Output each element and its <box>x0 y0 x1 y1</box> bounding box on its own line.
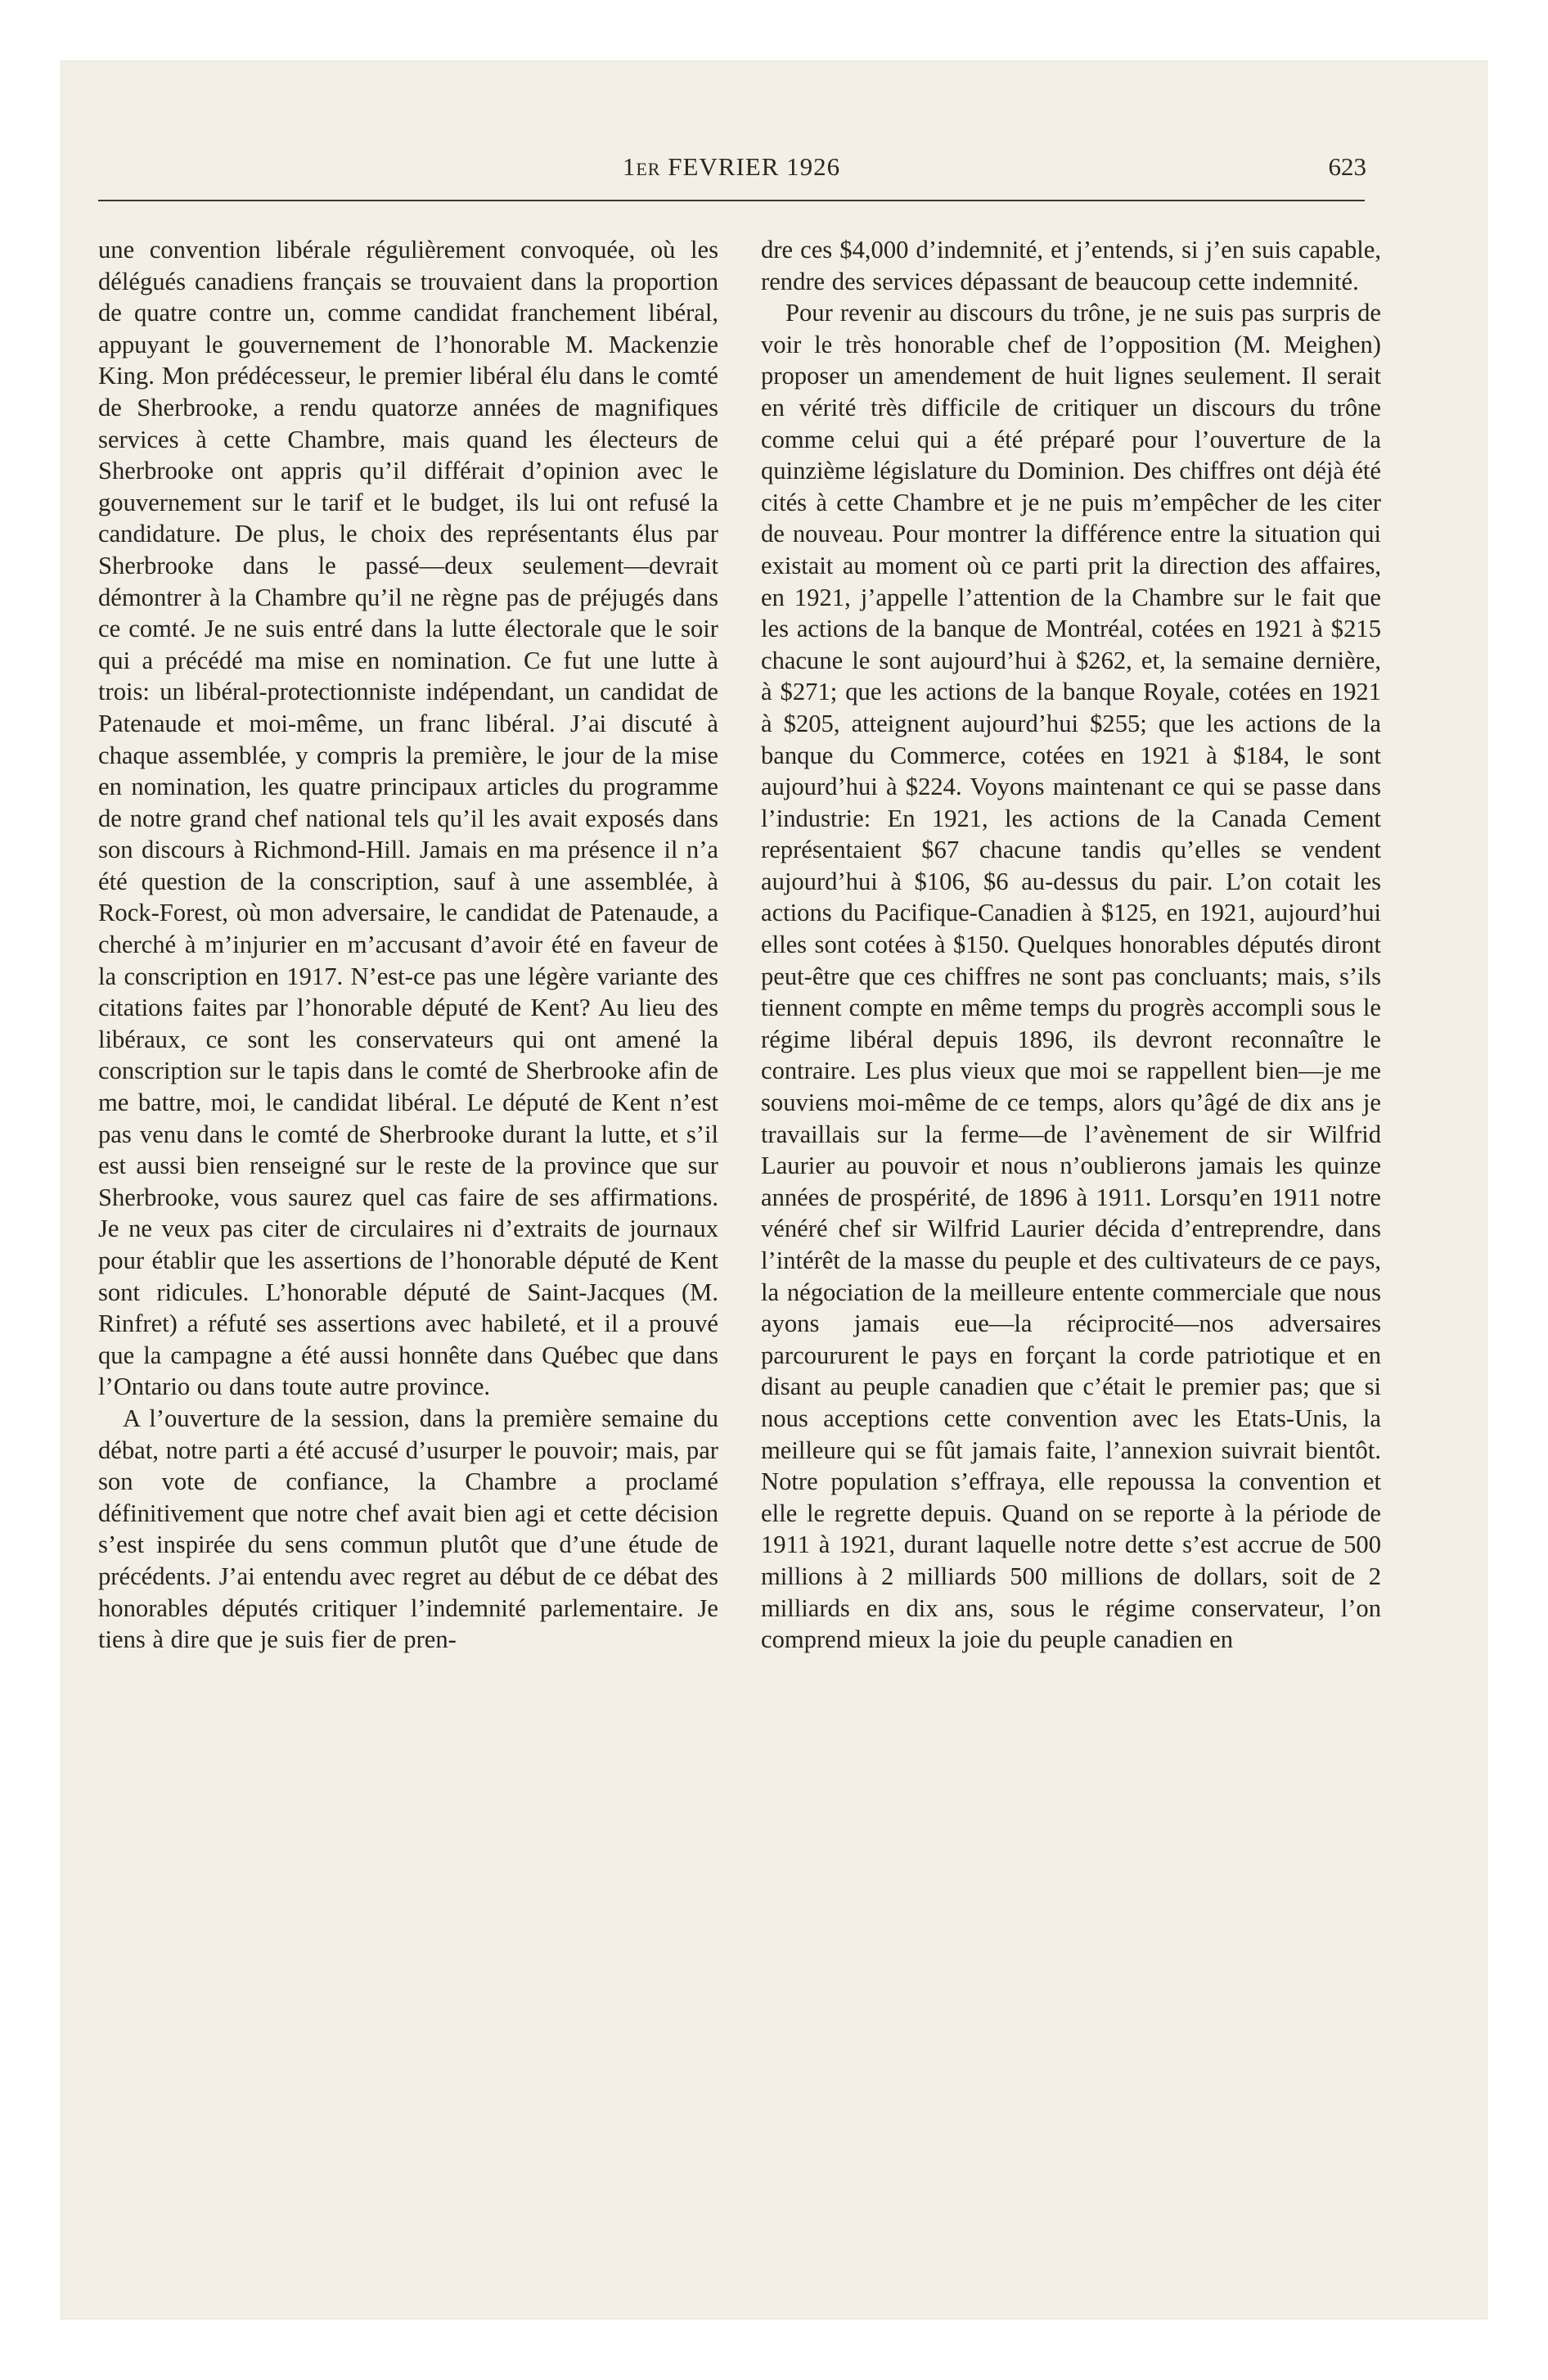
header-day-suffix: er <box>636 152 661 181</box>
header-date: FEVRIER 1926 <box>660 152 841 181</box>
running-header <box>97 152 1366 193</box>
right-column <box>761 234 1381 1656</box>
right-paragraph-1: dre ces $4,000 d’indemnité, et j’entends, si j’en suis capable, rendre des services dépassant de beaucoup cette indemnité. <box>761 236 1381 295</box>
header-title <box>97 152 1366 182</box>
left-paragraph-2: A l’ouverture de la session, dans la première semaine du débat, notre parti a été accusé d’usurper le pouvoir; mais, par son vote de confiance, la Chambre a proclamé définitivement que notre chef avait bien agi et cette décision s’est inspirée du sens commun plutôt que d’une étude de précédents. J’ai entendu avec regret au début de ce débat des honorables députés critiquer l’indemnité parlementaire. Je tiens à dire que je suis fier de pren- <box>98 1404 718 1654</box>
header-rule <box>98 200 1365 201</box>
page-number: 623 <box>1328 152 1366 181</box>
right-paragraph-2: Pour revenir au discours du trône, je ne suis pas surpris de voir le très honorable chef de l’opposition (M. Meighen) proposer un amendement de huit lignes seulement. Il serait en vérité très difficile de critiquer un discours du trône comme celui qui a été préparé pour l’ouverture de la quinzième législature du Dominion. Des chiffres ont déjà été cités à cette Chambre et je ne puis m’empêcher de les citer de nouveau. Pour montrer la différence entre la situation qui existait au moment où ce parti prit la direction des affaires, en 1921, j’appelle l’attention de la Chambre sur le fait que les actions de la banque de Montréal, cotées en 1921 à $215 chacune le sont aujourd’hui à $262, et, la semaine dernière, à $271; que les actions de la banque Royale, cotées en 1921 à $205, atteignent aujourd’hui $255; que les actions de la banque du Commerce, cotées en 1921 à $184, le sont aujourd’hui à $224. Voyons maintenant ce qui se passe dans l’industrie: En 1921, les actions de la Canada Cement représentaient $67 chacune tandis qu’elles se vendent aujourd’hui à $106, $6 au-dessus du pair. L’on cotait les actions du Pacifique-Canadien à $125, en 1921, aujourd’hui elles sont cotées à $150. Quelques honorables députés diront peut-être que ces chiffres ne sont pas concluants; mais, s’ils tiennent compte en même temps du progrès accompli sous le régime libéral depuis 1896, ils devront reconnaître le contraire. Les plus vieux que moi se rappellent bien—je me souviens moi-même de ce temps, alors qu’âgé de dix ans je travaillais sur la ferme—de l’avènement de sir Wilfrid Laurier au pouvoir et nous n’oublierons jamais les quinze années de prospérité, de 1896 à 1911. Lorsqu’en 1911 notre vénéré chef sir Wilfrid Laurier décida d’entreprendre, dans l’intérêt de la masse du peuple et des cultivateurs de ce pays, la négociation de la meilleure entente commerciale que nous ayons jamais eue—la réciprocité—nos adversaires parcoururent le pays en forçant la corde patriotique et en disant au peuple canadien que c’était le premier pas; que si nous acceptions cette convention avec les Etats-Unis, la meilleure qui se fût jamais faite, l’annexion suivrait bientôt. Notre population s’effraya, elle repoussa la convention et elle le regrette depuis. Quand on se reporte à la période de 1911 à 1921, durant laquelle notre dette s’est accrue de 500 millions à 2 milliards 500 millions de dollars, soit de 2 milliards en dix ans, sous le régime conservateur, l’on comprend mieux la joie du peuple canadien en <box>761 299 1381 1654</box>
header-day: 1 <box>622 152 637 181</box>
left-column <box>98 234 718 1656</box>
left-paragraph-1: une convention libérale régulièrement convoquée, où les délégués canadiens français se trouvaient dans la proportion de quatre contre un, comme candidat franchement libéral, appuyant le gouvernement de l’honorable M. Mackenzie King. Mon prédécesseur, le premier libéral élu dans le comté de Sherbrooke, a rendu quatorze années de magnifiques services à cette Chambre, mais quand les électeurs de Sherbrooke ont appris qu’il différait d’opinion avec le gouvernement sur le tarif et le budget, ils lui ont refusé la candidature. De plus, le choix des représentants élus par Sherbrooke dans le passé—deux seulement—devrait démontrer à la Chambre qu’il ne règne pas de préjugés dans ce comté. Je ne suis entré dans la lutte électorale que le soir qui a précédé ma mise en nomination. Ce fut une lutte à trois: un libéral-protectionniste indépendant, un candidat de Patenaude et moi-même, un franc libéral. J’ai discuté à chaque assemblée, y compris la première, le jour de la mise en nomination, les quatre principaux articles du programme de notre grand chef national tels qu’il les avait exposés dans son discours à Richmond-Hill. Jamais en ma présence il n’a été question de la conscription, sauf à une assemblée, à Rock-Forest, où mon adversaire, le candidat de Patenaude, a cherché à m’injurier en m’accusant d’avoir été en faveur de la conscription en 1917. N’est-ce pas une légère variante des citations faites par l’honorable député de Kent? Au lieu des libéraux, ce sont les conservateurs qui ont amené la conscription sur le tapis dans le comté de Sherbrooke afin de me battre, moi, le candidat libéral. Le député de Kent n’est pas venu dans le comté de Sherbrooke durant la lutte, et s’il est aussi bien renseigné sur le reste de la province que sur Sherbrooke, vous saurez quel cas faire de ses affirmations. Je ne veux pas citer de circulaires ni d’extraits de journaux pour établir que les assertions de l’honorable député de Kent sont ridicules. L’honorable député de Saint-Jacques (M. Rinfret) a réfuté ses assertions avec habileté, et il a prouvé que la campagne a été aussi honnête dans Québec que dans l’Ontario ou dans toute autre province. <box>98 236 718 1401</box>
